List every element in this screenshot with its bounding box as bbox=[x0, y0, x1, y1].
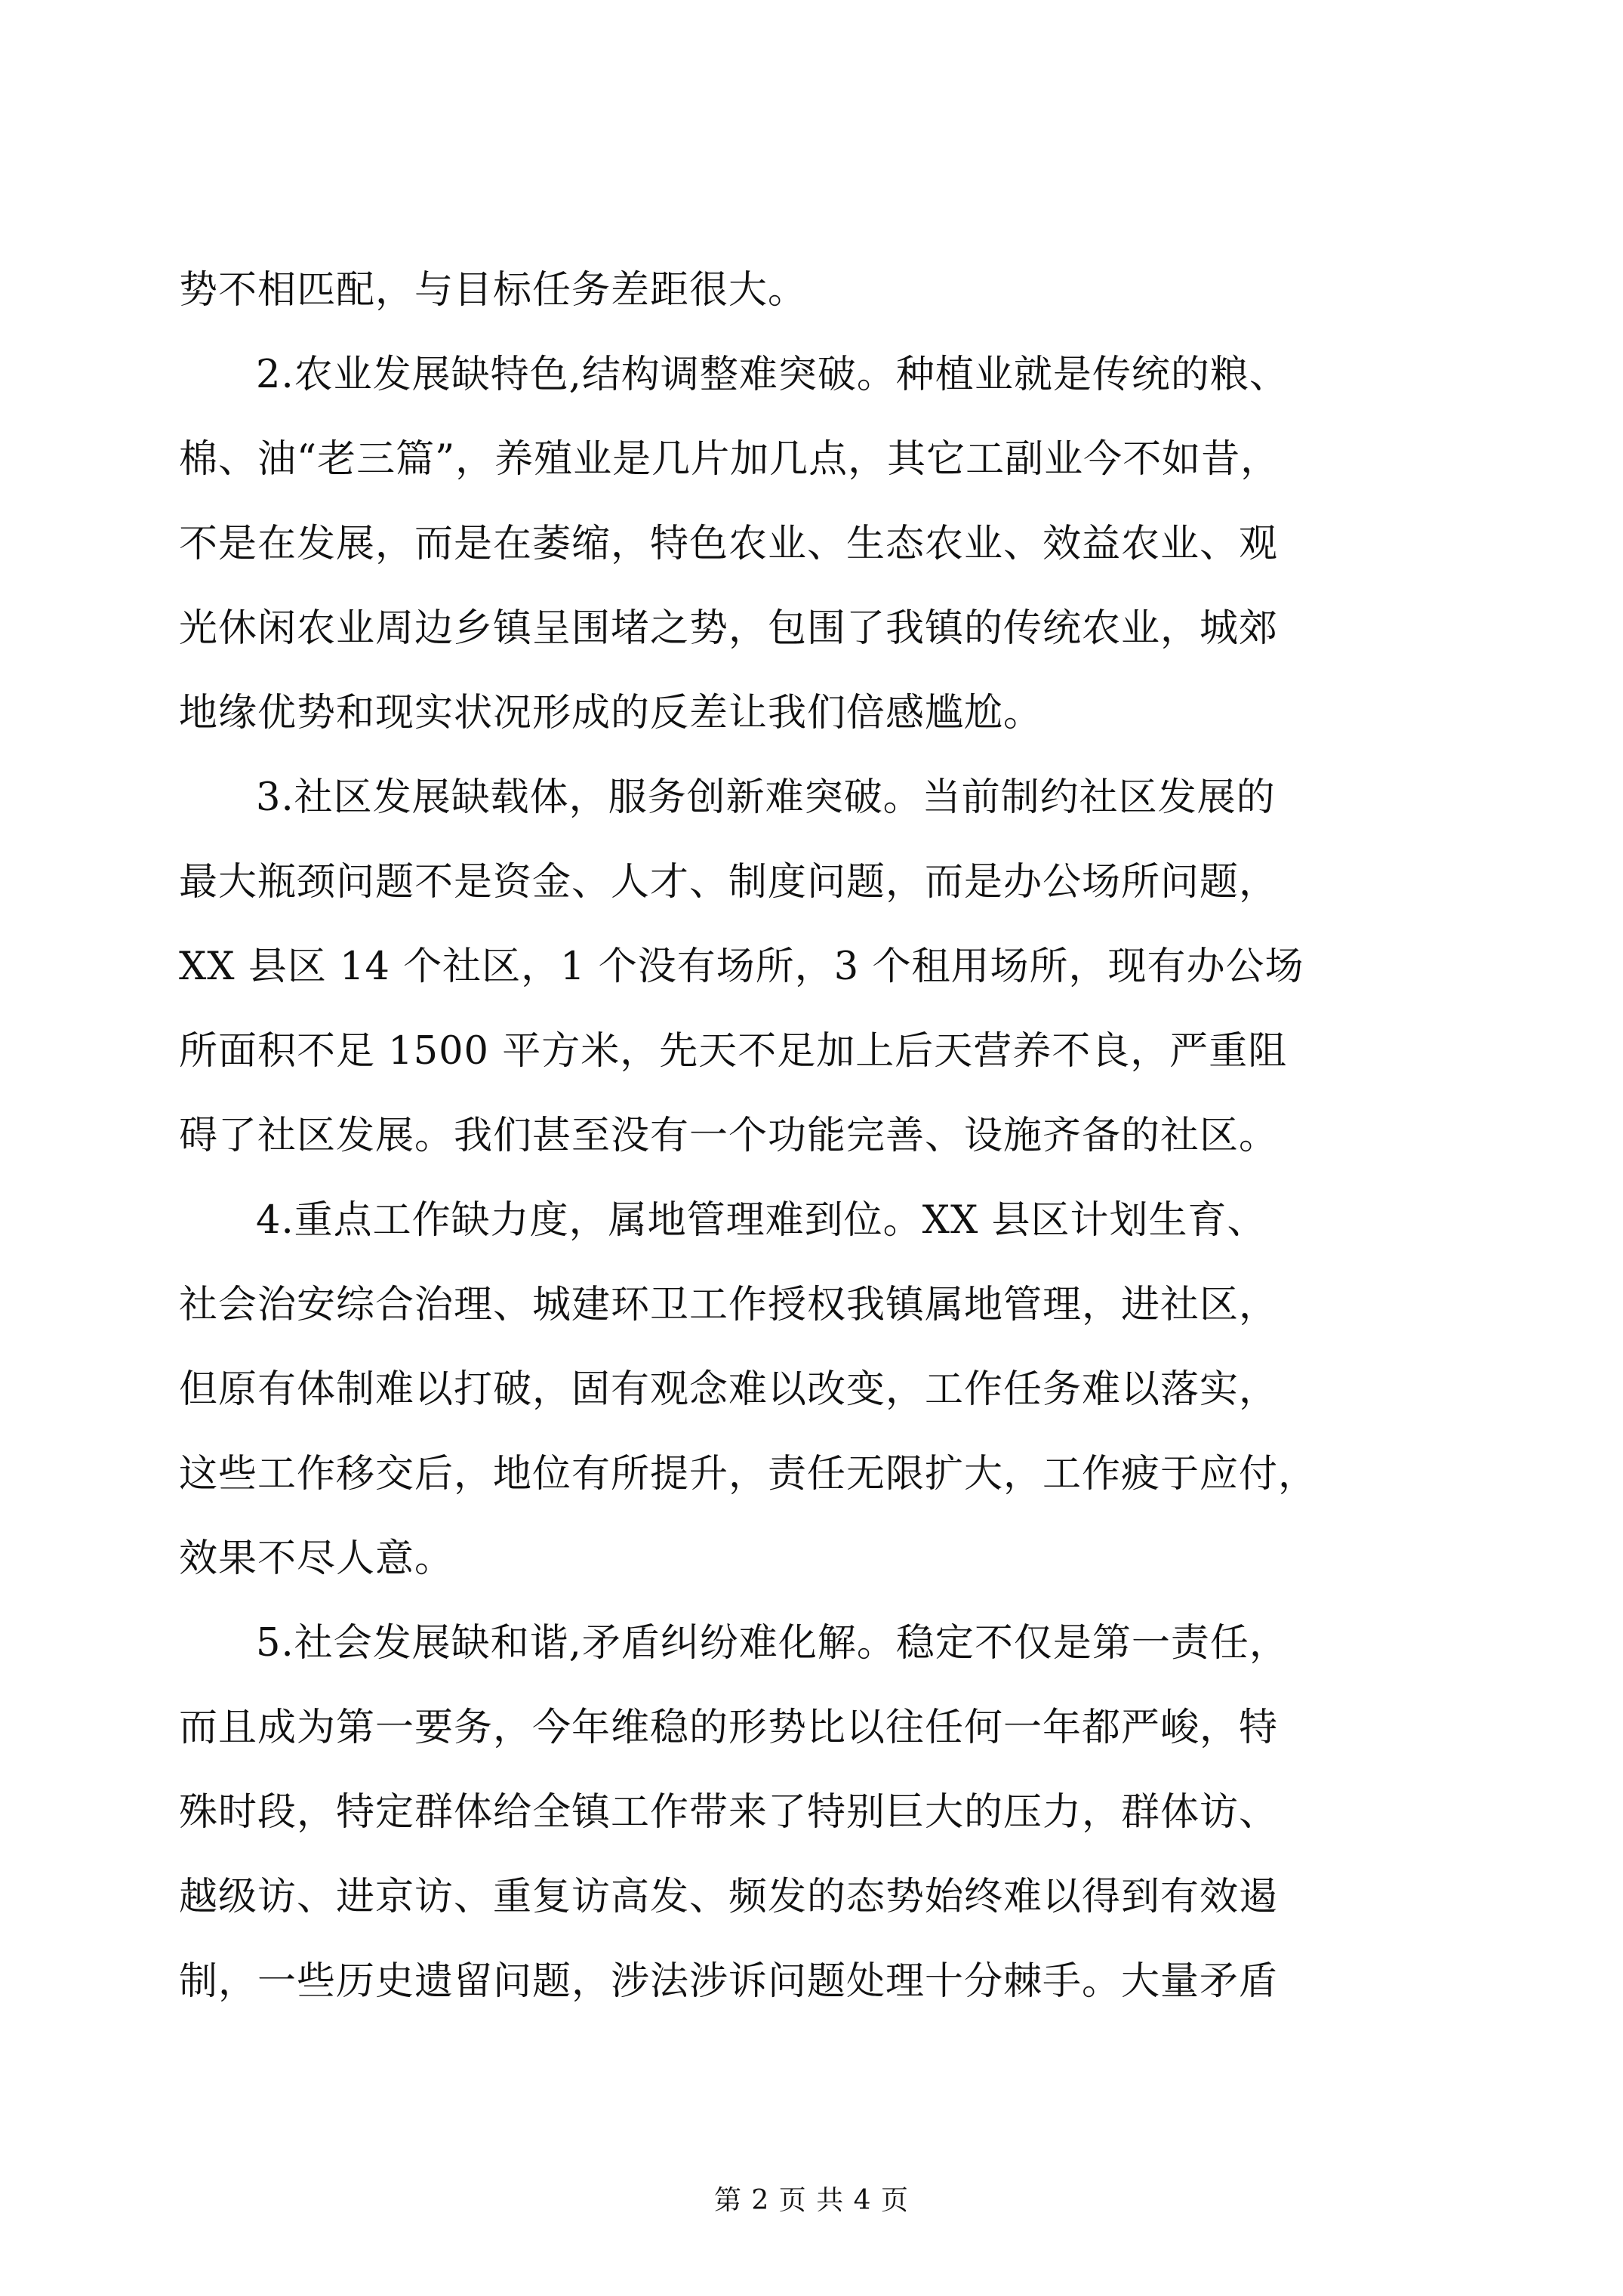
text-line: 但原有体制难以打破，固有观念难以改变，工作任务难以落实， bbox=[179, 1367, 1279, 1412]
paragraph-4-heading-line: 4.重点工作缺力度，属地管理难到位。XX 县区计划生育、 bbox=[256, 1198, 1267, 1243]
text-line: 势不相匹配，与目标任务差距很大。 bbox=[179, 268, 808, 313]
text-line: 棉、油“老三篇”，养殖业是几片加几点，其它工副业今不如昔， bbox=[179, 437, 1280, 482]
text-line: 殊时段，特定群体给全镇工作带来了特别巨大的压力，群体访、 bbox=[179, 1790, 1279, 1835]
text-line: 而且成为第一要务，今年维稳的形势比以往任何一年都严峻，特 bbox=[179, 1706, 1279, 1750]
text-line: 制，一些历史遗留问题，涉法涉诉问题处理十分棘手。大量矛盾 bbox=[179, 1959, 1279, 2004]
text-line: 光休闲农业周边乡镇呈围堵之势，包围了我镇的传统农业，城郊 bbox=[179, 606, 1279, 651]
text-line: 不是在发展，而是在萎缩，特色农业、生态农业、效益农业、观 bbox=[179, 522, 1279, 566]
paragraph-2-heading-line: 2.农业发展缺特色,结构调整难突破。种植业就是传统的粮、 bbox=[256, 353, 1289, 397]
text-line: 所面积不足 1500 平方米，先天不足加上后天营养不良，严重阻 bbox=[179, 1029, 1288, 1074]
paragraph-3-heading-line: 3.社区发展缺载体，服务创新难突破。当前制约社区发展的 bbox=[256, 775, 1276, 820]
text-line: 地缘优势和现实状况形成的反差让我们倍感尴尬。 bbox=[179, 691, 1043, 735]
paragraph-5-heading-line: 5.社会发展缺和谐,矛盾纠纷难化解。稳定不仅是第一责任， bbox=[256, 1621, 1289, 1666]
text-line: 社会治安综合治理、城建环卫工作授权我镇属地管理，进社区， bbox=[179, 1283, 1279, 1327]
text-line: 效果不尽人意。 bbox=[179, 1536, 454, 1581]
page-number-footer: 第 2 页 共 4 页 bbox=[713, 2185, 910, 2216]
text-line: 这些工作移交后，地位有所提升，责任无限扩大，工作疲于应付， bbox=[179, 1452, 1318, 1496]
text-line: XX 县区 14 个社区，1 个没有场所，3 个租用场所，现有办公场 bbox=[179, 945, 1304, 989]
text-line: 最大瓶颈问题不是资金、人才、制度问题，而是办公场所问题， bbox=[179, 860, 1279, 905]
text-line: 碍了社区发展。我们甚至没有一个功能完善、设施齐备的社区。 bbox=[179, 1114, 1279, 1158]
text-line: 越级访、进京访、重复访高发、频发的态势始终难以得到有效遏 bbox=[179, 1875, 1279, 1919]
